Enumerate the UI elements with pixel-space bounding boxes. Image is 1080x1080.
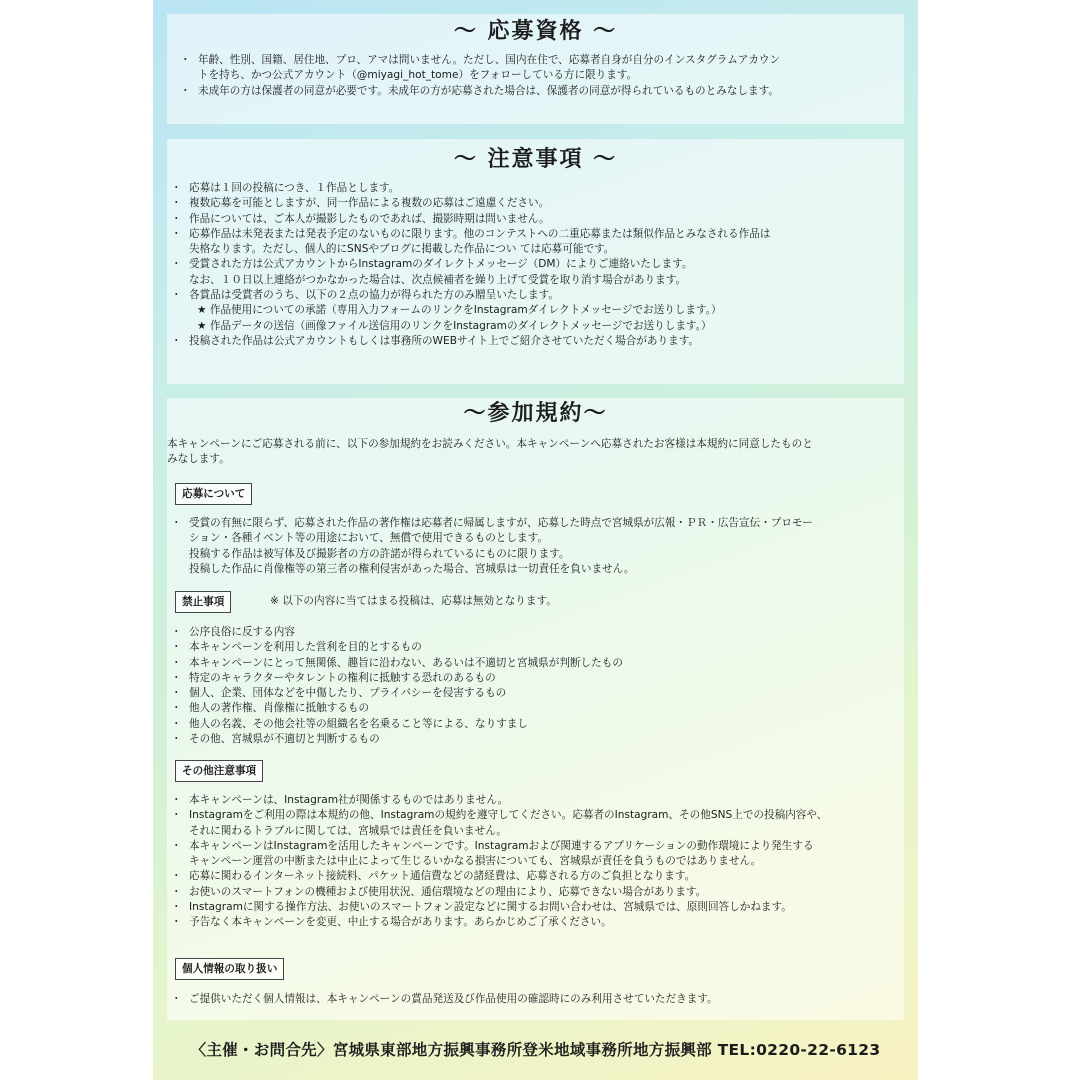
terms-intro (167, 437, 813, 468)
list-item (171, 686, 623, 701)
list-item-text: ・ 作品については、ご本人が撮影したものであれば、撮影時期は問いません。 (189, 212, 550, 225)
other-notes-list (171, 793, 827, 931)
organizer-contact: 〈主催・お問合先〉宮城県東部地方振興事務所登米地域事務所地方振興部 TEL:0220-22-6123 (190, 1041, 881, 1059)
list-item-text: ・ 公序良俗に反する内容 (189, 626, 295, 638)
other-notes-label: その他注意事項 (175, 760, 263, 782)
list-item-text: ・ 応募は１回の投稿につき、１作品とします。 (189, 182, 400, 194)
list-item (171, 701, 623, 716)
list-item-text: キャンペーン運営の中断または中止によって生じるいかなる損害についても、宮城県が責任を負うものではありません。 (189, 855, 762, 868)
list-item-text: 投稿する作品は被写体及び撮影者の方の許諾が得られているにものに限ります。 (189, 547, 570, 560)
list-item-text: なお、１０日以上連絡がつかなかった場合は、次点候補者を繰り上げて受賞を取り消す場合があります。 (189, 273, 687, 286)
list-item (171, 808, 827, 839)
list-item-text: ・ 投稿された作品は公式アカウントもしくは事務所のWEBサイト上でご紹介させていただく場合があります。 (189, 334, 700, 347)
list-item (171, 732, 623, 747)
star-condition: ★ 作品データの送信（画像ファイル送信用のリンクをInstagramのダイレクトメッセージでお送りします。） (197, 319, 712, 332)
list-item (180, 53, 904, 84)
application-list (171, 516, 813, 577)
list-item-text: 失格なります。ただし、個人的にSNSやブログに掲載した作品につい ては応募可能です。 (189, 243, 615, 256)
list-item (171, 257, 904, 288)
list-item-text: ・ 受賞の有無に限らず、応募された作品の著作権は応募者に帰属しますが、応募した時点で宮城県が広報・ＰＲ・広告宣伝・プロモー (189, 517, 813, 529)
list-item-text: ション・各種イベント等の用途において、無償で使用できるものとします。 (189, 532, 548, 545)
eligibility-list (180, 53, 904, 99)
terms-intro-line: みなします。 (167, 453, 230, 466)
prohibited-note: ※ 以下の内容に当てはまる投稿は、応募は無効となります。 (270, 595, 557, 607)
list-item (171, 839, 827, 870)
list-item (171, 656, 623, 671)
terms-intro-line: 本キャンペーンにご応募される前に、以下の参加規約をお読みください。本キャンペーンへ応募されたお客様は本規約に同意したものと (167, 438, 813, 450)
list-item-text: ・ Instagramをご利用の際は本規約の他、Instagramの規約を遵守してください。応募者のInstagram、その他SNS上での投稿内容や、 (189, 809, 828, 822)
list-item-text: ・ 未成年の方は保護者の同意が必要です。未成年の方が応募された場合は、保護者の同意が得られているものとみなします。 (198, 84, 779, 97)
application-label: 応募について (175, 483, 252, 505)
list-item (171, 227, 904, 258)
list-item-text: ・ 本キャンペーンを利用した営利を目的とするもの (189, 641, 422, 654)
notes-title: 〜 注意事項 〜 (453, 147, 618, 172)
terms-panel (167, 398, 904, 1020)
list-item-text: ・ 本キャンペーンにとって無関係、趣旨に沿わない、あるいは不適切と宮城県が判断したもの (189, 656, 623, 669)
list-item (171, 516, 813, 577)
list-item-text: ・ お使いのスマートフォンの機種および使用状況、通信環境などの理由により、応募できない場合があります。 (189, 885, 707, 898)
list-item-text: ・ 応募に関わるインターネット接続料、パケット通信費などの諸経費は、応募される方のご負担となります。 (189, 870, 696, 883)
list-item-text: ・ Instagramに関する操作方法、お使いのスマートフォン設定などに関するお問い合わせは、宮城県では、原則回答しかねます。 (189, 901, 792, 914)
list-item (171, 671, 623, 686)
eligibility-panel (167, 14, 904, 124)
list-item (171, 196, 904, 211)
list-item-text: ・ 他人の著作権、肖像権に抵触するもの (189, 702, 370, 715)
list-item (180, 84, 904, 99)
list-item (171, 915, 827, 930)
list-item-text: ・ 各賞品は受賞者のうち、以下の２点の協力が得られた方のみ贈呈いたします。 (189, 289, 559, 302)
list-item-text: ・ 受賞された方は公式アカウントからInstagramのダイレクトメッセージ（DM）によりご連絡いたします。 (189, 258, 693, 271)
list-item-text: ・ 他人の名義、その他会社等の組織名を名乗ること等による、なりすまし (189, 717, 528, 730)
list-item (171, 869, 827, 884)
list-item-text: ・ 本キャンペーンはInstagramを活用したキャンペーンです。Instagramおよび関連するアプリケーションの動作環境により発生する (189, 839, 814, 852)
list-item (171, 900, 827, 915)
list-item-text: ・ 応募作品は未発表または発表予定のないものに限ります。他のコンテストへの二重応募または類似作品とみなされる作品は (189, 227, 771, 240)
prohibited-list (171, 625, 623, 747)
star-condition: ★ 作品使用についての承諾（専用入力フォームのリンクをInstagramダイレクトメッセージでお送りします。） (197, 304, 722, 317)
list-item (171, 334, 904, 349)
list-item-text: ・ その他、宮城県が不適切と判断するもの (189, 733, 380, 746)
notes-list (171, 181, 904, 349)
list-item-text: ・ 年齢、性別、国籍、居住地、プロ、アマは問いません。ただし、国内在住で、応募者自身が自分のインスタグラムアカウン (198, 54, 781, 66)
list-item (171, 640, 623, 655)
list-item (171, 288, 904, 334)
list-item (171, 181, 904, 196)
privacy-label: 個人情報の取り扱い (175, 958, 284, 980)
poster (153, 0, 918, 1080)
privacy-list (171, 992, 718, 1007)
list-item-text: 投稿した作品に肖像権等の第三者の権利侵害があった場合、宮城県は一切責任を負いません。 (189, 562, 635, 575)
list-item (171, 992, 718, 1007)
notes-panel (167, 139, 904, 384)
list-item (171, 625, 623, 640)
list-item-text: ・ 予告なく本キャンペーンを変更、中止する場合があります。あらかじめご了承ください。 (189, 916, 612, 929)
list-item (171, 212, 904, 227)
list-item (171, 793, 827, 808)
list-item-text: それに関わるトラブルに関しては、宮城県では責任を負いません。 (189, 824, 508, 837)
list-item-text: ・ ご提供いただく個人情報は、本キャンペーンの賞品発送及び作品使用の確認時にのみ利用させていただきます。 (189, 993, 718, 1005)
list-item-text: ・ 特定のキャラクターやタレントの権利に抵触する恐れのあるもの (189, 671, 496, 684)
list-item-text: ・ 本キャンペーンは、Instagram社が関係するものではありません。 (189, 794, 509, 806)
list-item-text: ・ 複数応募を可能としますが、同一作品による複数の応募はご遠慮ください。 (189, 197, 550, 210)
list-item-text: ・ 個人、企業、団体などを中傷したり、プライバシーを侵害するもの (189, 687, 507, 700)
list-item (171, 885, 827, 900)
eligibility-title: 〜 応募資格 〜 (453, 19, 618, 44)
list-item-text: トを持ち、かつ公式アカウント（@miyagi_hot_tome）をフォローしている方に限ります。 (198, 69, 638, 82)
list-item (171, 717, 623, 732)
prohibited-label: 禁止事項 (175, 591, 231, 613)
terms-title: 〜参加規約〜 (463, 401, 608, 426)
